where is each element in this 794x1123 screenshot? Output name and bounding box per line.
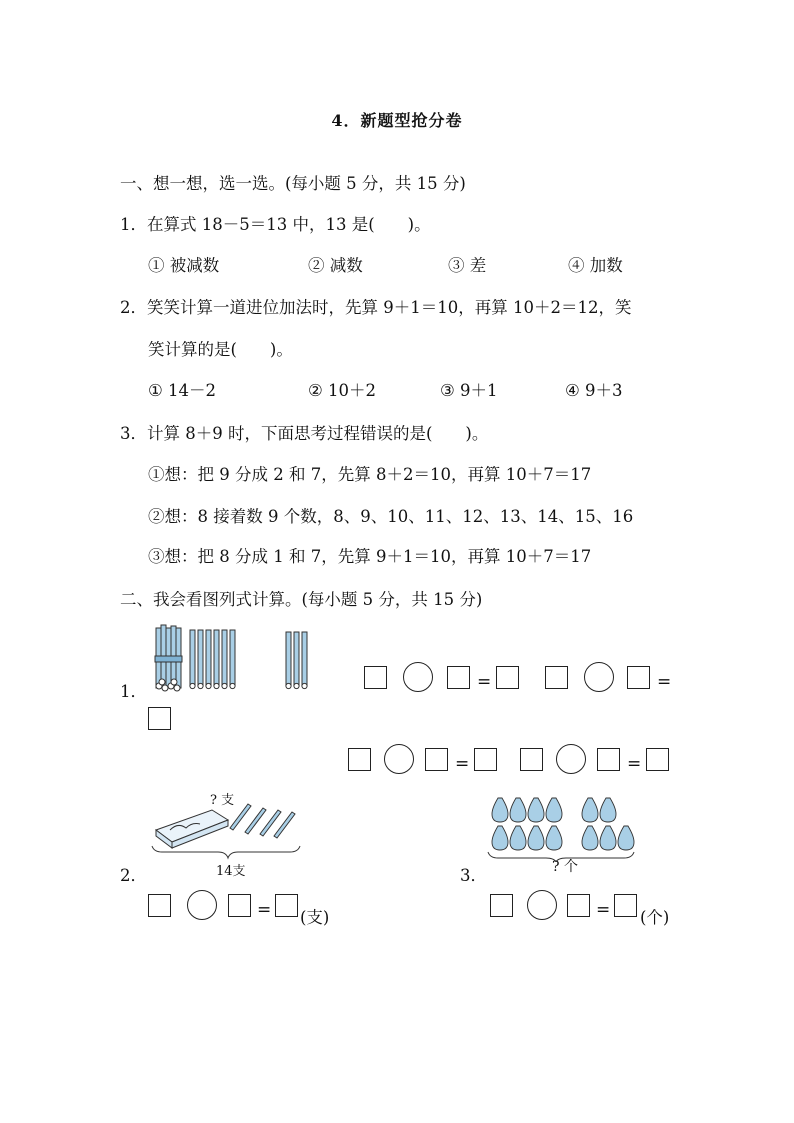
q3-option-3[interactable]: ③想：把 8 分成 1 和 7，先算 9＋1＝10，再算 10＋7＝17 <box>148 547 592 566</box>
q3-option-2[interactable]: ②想：8 接着数 9 个数，8、9、10、11、12、13、14、15、16 <box>148 507 634 526</box>
q3-stem: 3．计算 8＋9 时，下面思考过程错误的是( )。 <box>120 424 489 443</box>
s2-q1-number: 1． <box>120 682 147 701</box>
answer-box[interactable] <box>614 894 637 917</box>
q1-stem: 1．在算式 18－5＝13 中，13 是( )。 <box>120 215 431 234</box>
answer-box[interactable] <box>490 894 513 917</box>
answer-box[interactable] <box>597 748 620 771</box>
q2-option-4[interactable]: ④ 9＋3 <box>565 381 623 400</box>
sticks-bundle-illustration <box>150 622 240 694</box>
answer-box[interactable] <box>275 894 298 917</box>
answer-box[interactable] <box>520 748 543 771</box>
q3-figure-unknown-label: ? 个 <box>552 859 578 875</box>
operator-circle[interactable] <box>403 662 433 692</box>
equals-sign: = <box>657 672 672 692</box>
q2-option-3[interactable]: ③ 9＋1 <box>440 381 498 400</box>
answer-box[interactable] <box>447 666 470 689</box>
operator-circle[interactable] <box>527 890 557 920</box>
operator-circle[interactable] <box>384 744 414 774</box>
answer-box[interactable] <box>148 894 171 917</box>
answer-box[interactable] <box>348 748 371 771</box>
q2-option-1[interactable]: ① 14－2 <box>148 381 217 400</box>
s2-q3-number: 3． <box>460 866 487 885</box>
operator-circle[interactable] <box>187 890 217 920</box>
loose-sticks-illustration <box>282 628 310 692</box>
q3-unit-label: (个) <box>640 908 670 927</box>
q2-figure-total-label: 14支 <box>216 864 246 879</box>
operator-circle[interactable] <box>556 744 586 774</box>
section1-header: 一、想一想，选一选。(每小题 5 分，共 15 分) <box>120 174 466 193</box>
equals-sign: = <box>596 900 611 920</box>
equals-sign: = <box>627 754 642 774</box>
answer-box[interactable] <box>364 666 387 689</box>
q1-option-3[interactable]: ③ 差 <box>448 256 487 275</box>
q2-unit-label: (支) <box>300 908 330 927</box>
answer-box[interactable] <box>646 748 669 771</box>
equals-sign: = <box>257 900 272 920</box>
q1-option-1[interactable]: ① 被减数 <box>148 256 220 275</box>
q3-option-1[interactable]: ①想：把 9 分成 2 和 7，先算 8＋2＝10，再算 10＋7＝17 <box>148 465 592 484</box>
q2-option-2[interactable]: ② 10＋2 <box>308 381 377 400</box>
answer-box[interactable] <box>496 666 519 689</box>
answer-box[interactable] <box>474 748 497 771</box>
q2-figure-unknown-label: ? 支 <box>210 793 235 808</box>
q2-stem-line2: 笑计算的是( )。 <box>148 340 293 359</box>
page-title: 4．新题型抢分卷 <box>331 111 463 130</box>
section2-header: 二、我会看图列式计算。(每小题 5 分，共 15 分) <box>120 590 483 609</box>
answer-box[interactable] <box>228 894 251 917</box>
answer-box[interactable] <box>425 748 448 771</box>
answer-box[interactable] <box>567 894 590 917</box>
operator-circle[interactable] <box>584 662 614 692</box>
q2-stem-line1: 2．笑笑计算一道进位加法时，先算 9＋1＝10，再算 10＋2＝12，笑 <box>120 298 632 317</box>
equals-sign: = <box>477 672 492 692</box>
q1-option-4[interactable]: ④ 加数 <box>568 256 623 275</box>
answer-box[interactable] <box>148 707 171 730</box>
q1-option-2[interactable]: ② 减数 <box>308 256 363 275</box>
pears-illustration <box>484 790 654 862</box>
s2-q2-number: 2． <box>120 866 147 885</box>
answer-box[interactable] <box>627 666 650 689</box>
answer-box[interactable] <box>545 666 568 689</box>
equals-sign: = <box>455 754 470 774</box>
